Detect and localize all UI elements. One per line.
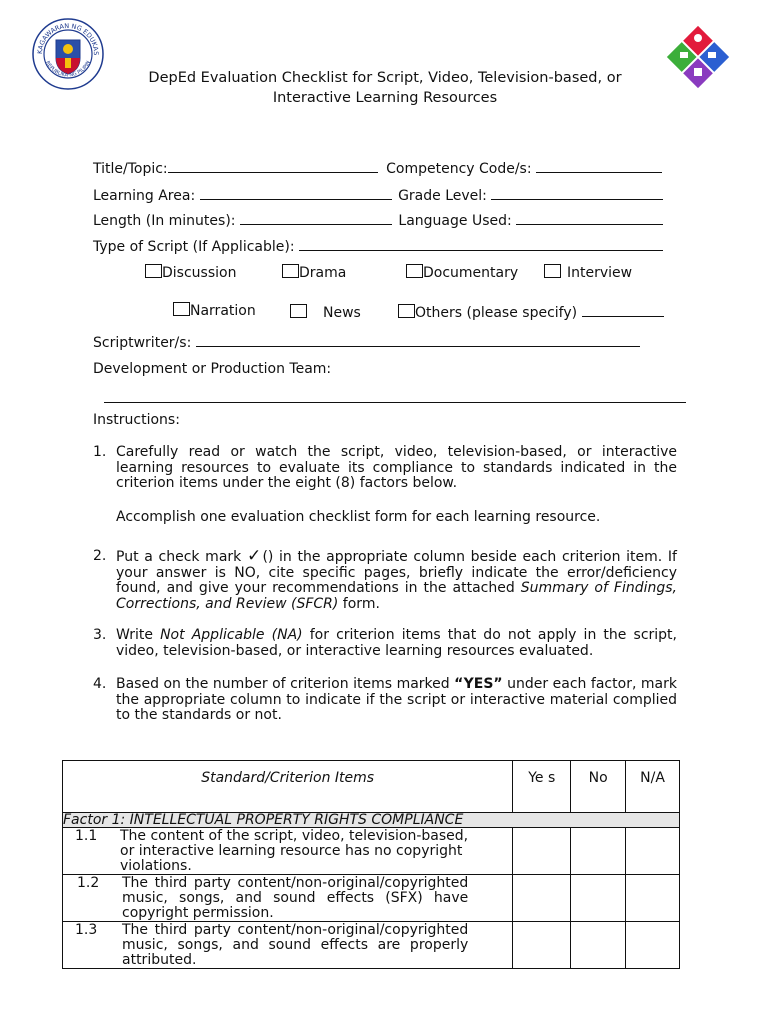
- criterion-number: 1.1: [75, 828, 98, 844]
- scriptwriters-field[interactable]: [196, 332, 640, 347]
- criterion-text: The content of the script, video, television-based, or interactive learning resource has no copyright violations.: [120, 828, 469, 874]
- scriptwriters-label: Scriptwriter/s:: [93, 335, 192, 351]
- instructions-heading: Instructions:: [93, 412, 180, 428]
- yes-cell[interactable]: [513, 922, 571, 969]
- option-others[interactable]: [398, 302, 664, 321]
- scriptwriters-row: [93, 332, 640, 351]
- instruction-2-post: () in the appropriate column beside each criterion item. If your answer is NO, cite specific pages, briefly indicate the error/deficiency found, and give your recommendations in the attached: [116, 549, 677, 596]
- type-of-script-field[interactable]: [299, 236, 663, 251]
- factor-1-row: [63, 813, 680, 828]
- title-topic-field[interactable]: [168, 158, 378, 173]
- table-row: [63, 922, 680, 969]
- criterion-cell: [63, 922, 513, 969]
- na-cell[interactable]: [626, 875, 680, 922]
- language-used-label: Language Used:: [398, 213, 512, 229]
- instruction-4-number: 4.: [93, 676, 107, 692]
- length-label: Length (In minutes):: [93, 213, 236, 229]
- instruction-3-emphasis: Not Applicable (NA): [160, 627, 303, 643]
- others-specify-field[interactable]: [582, 302, 664, 317]
- instruction-2-end: form.: [338, 595, 380, 612]
- instruction-2-number: 2.: [93, 548, 107, 564]
- option-documentary-label: Documentary: [423, 265, 519, 281]
- option-others-label: Others (please specify): [415, 305, 578, 321]
- checkbox-drama[interactable]: [282, 264, 299, 278]
- option-narration-label: Narration: [190, 303, 256, 319]
- instruction-4-text: [116, 677, 677, 724]
- instruction-2-text: [116, 546, 677, 612]
- grade-level-field[interactable]: [491, 185, 663, 200]
- learning-area-field[interactable]: [200, 185, 392, 200]
- na-cell[interactable]: [626, 922, 680, 969]
- instruction-3-text: [116, 628, 677, 659]
- option-documentary[interactable]: [406, 264, 518, 281]
- instruction-3-pre: Write: [116, 627, 161, 643]
- type-of-script-label: Type of Script (If Applicable):: [93, 239, 295, 255]
- title-topic-row: [93, 158, 662, 177]
- option-interview[interactable]: [544, 264, 632, 281]
- instruction-2-emphasis: Summary of Findings, Corrections, and Review (SFCR): [116, 580, 677, 612]
- factor-1-label: Factor 1: INTELLECTUAL PROPERTY RIGHTS COMPLIANCE: [63, 813, 680, 828]
- no-cell[interactable]: [571, 828, 626, 875]
- yes-cell[interactable]: [513, 875, 571, 922]
- competency-code-field[interactable]: [536, 158, 662, 173]
- competency-code-label: Competency Code/s:: [386, 161, 532, 177]
- title-topic-label: Title/Topic:: [93, 161, 168, 177]
- criterion-number: 1.3: [75, 922, 98, 938]
- deped-seal-logo: [32, 18, 104, 90]
- checkbox-discussion[interactable]: [145, 264, 162, 278]
- yes-cell[interactable]: [513, 828, 571, 875]
- checkbox-interview[interactable]: [544, 264, 561, 278]
- instruction-3-number: 3.: [93, 627, 107, 643]
- option-drama-label: Drama: [299, 265, 347, 281]
- table-row: [63, 875, 680, 922]
- na-cell[interactable]: [626, 828, 680, 875]
- header-no: No: [571, 761, 626, 813]
- instruction-4-pre: Based on the number of criterion items marked: [116, 676, 455, 692]
- header-na: N/A: [626, 761, 680, 813]
- instruction-item-1b: [93, 510, 677, 526]
- instruction-3-post: for criterion items that do not apply in the script, video, television-based, or interactive learning resources evaluated.: [116, 627, 677, 659]
- header-criterion-items: Standard/Criterion Items: [63, 761, 513, 813]
- seal-text-bottom: REPUBLIKA NG PILIPIN: [44, 60, 92, 79]
- learning-resources-logo: [660, 22, 736, 92]
- instruction-item-4: [93, 677, 677, 724]
- instruction-2-pre: Put a check mark: [116, 549, 242, 565]
- grade-level-label: Grade Level:: [398, 188, 487, 204]
- type-of-script-row: [93, 236, 663, 255]
- option-interview-label: Interview: [567, 265, 633, 281]
- checkbox-news[interactable]: [290, 304, 307, 318]
- option-news-label: News: [323, 305, 361, 321]
- instruction-item-3: [93, 628, 677, 659]
- option-news[interactable]: [290, 302, 361, 321]
- language-used-field[interactable]: [516, 210, 663, 225]
- option-discussion-label: Discussion: [162, 265, 237, 281]
- title-line-1: DepEd Evaluation Checklist for Script, Video, Television-based, or: [148, 70, 622, 86]
- no-cell[interactable]: [571, 922, 626, 969]
- checkbox-narration[interactable]: [173, 302, 190, 316]
- instruction-4-post: under each factor, mark the appropriate column to indicate if the script or interactive material complied to the standards or not.: [116, 676, 677, 723]
- criterion-cell: [63, 828, 513, 875]
- dev-team-label: Development or Production Team:: [93, 361, 332, 377]
- criterion-number: 1.2: [77, 875, 100, 891]
- page-title: [100, 68, 670, 108]
- checkbox-others[interactable]: [398, 304, 415, 318]
- option-drama[interactable]: [282, 264, 346, 281]
- length-field[interactable]: [240, 210, 392, 225]
- criterion-text: The third party content/non-original/copyrighted music, songs, and sound effects (SFX) have copyright permission.: [122, 875, 469, 921]
- instruction-1-text: Carefully read or watch the script, video, television-based, or interactive learning resources to evaluate its compliance to standards indicated in the criterion items under the eight (8) factors below.: [116, 444, 677, 491]
- learning-area-row: [93, 185, 663, 204]
- length-row: [93, 210, 663, 229]
- no-cell[interactable]: [571, 875, 626, 922]
- title-line-2: Interactive Learning Resources: [272, 90, 498, 106]
- dev-team-field[interactable]: [104, 402, 686, 403]
- instruction-item-1: [93, 445, 677, 492]
- option-discussion[interactable]: [145, 264, 236, 281]
- instruction-1b-text: Accomplish one evaluation checklist form for each learning resource.: [116, 509, 601, 525]
- seal-text: KAGAWARAN NG EDUKAS: [35, 21, 101, 56]
- check-mark-icon: ✓: [246, 546, 263, 566]
- criterion-text: The third party content/non-original/copyrighted music, songs, and sound effects are properly attributed.: [122, 922, 469, 968]
- instruction-4-strong: “YES”: [454, 676, 503, 692]
- header-yes: Ye s: [513, 761, 571, 813]
- table-header-row: [63, 761, 680, 813]
- criterion-table: [62, 760, 680, 969]
- instruction-item-2: [93, 546, 677, 612]
- instruction-1-number: 1.: [93, 444, 107, 460]
- table-row: [63, 828, 680, 875]
- option-narration[interactable]: [173, 302, 256, 319]
- learning-area-label: Learning Area:: [93, 188, 196, 204]
- criterion-cell: [63, 875, 513, 922]
- checkbox-documentary[interactable]: [406, 264, 423, 278]
